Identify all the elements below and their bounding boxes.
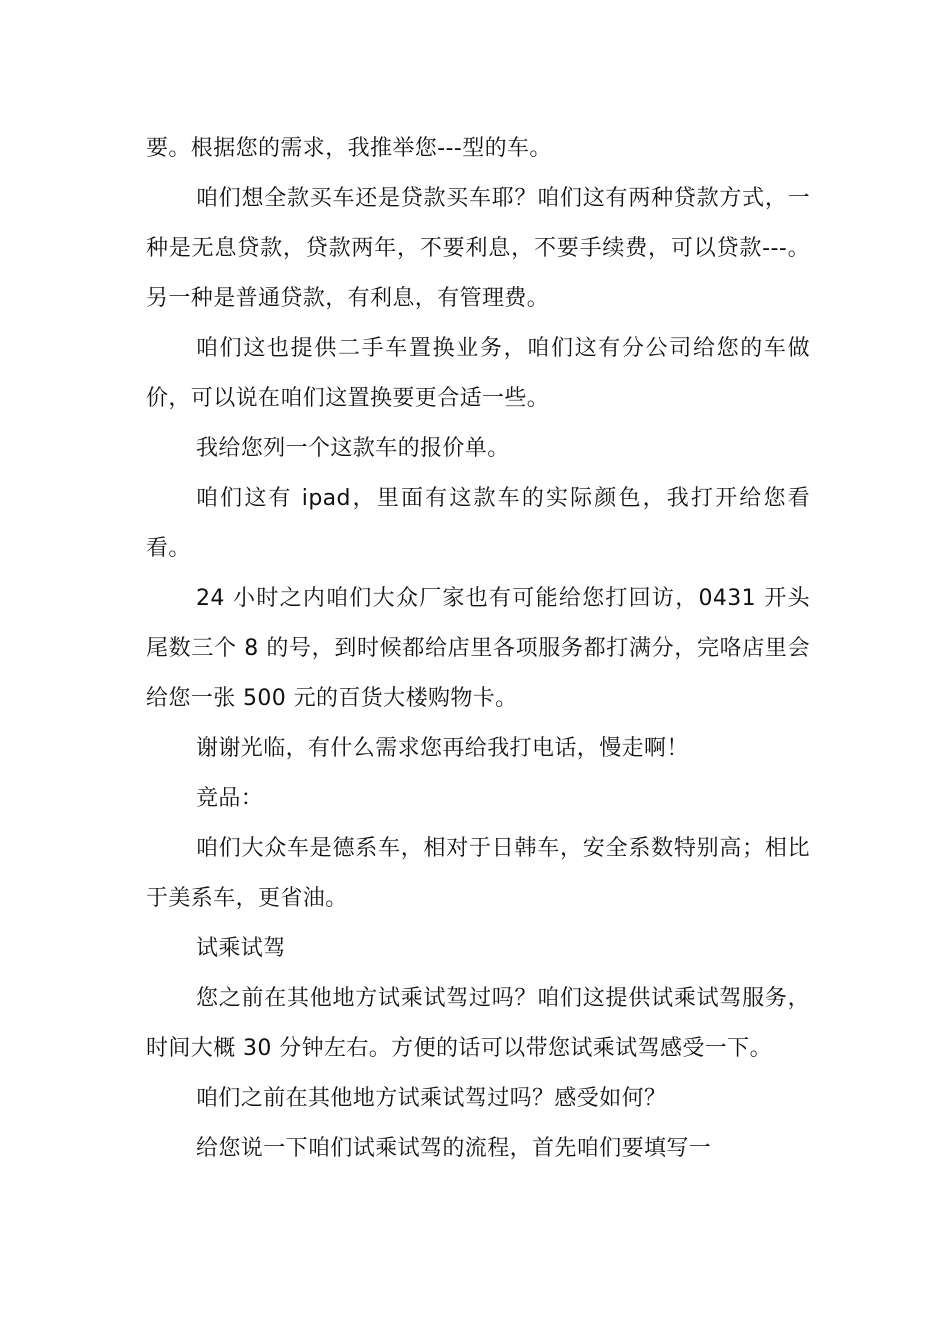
- paragraph: 要。根据您的需求，我推举您---型的车。: [146, 136, 552, 161]
- paragraph: 咱们想全款买车还是贷款买车耶？咱们这有两种贷款方式，一种是无息贷款，贷款两年，不要利息，不要手续费，可以贷款---。另一种是普通贷款，有利息，有管理费。: [146, 186, 810, 311]
- paragraph: 24 小时之内咱们大众厂家也有可能给您打回访，0431 开头尾数三个 8 的号，到时候都给店里各项服务都打满分，完咯店里会给您一张 500 元的百货大楼购物卡。: [146, 586, 810, 711]
- paragraph: 您之前在其他地方试乘试驾过吗？咱们这提供试乘试驾服务，时间大概 30 分钟左右。方便的话可以带您试乘试驾感受一下。: [146, 986, 810, 1061]
- paragraph: 咱们之前在其他地方试乘试驾过吗？感受如何？: [196, 1086, 667, 1111]
- paragraph: 咱们这有 ipad，里面有这款车的实际颜色，我打开给您看看。: [146, 486, 810, 561]
- paragraph: 咱们大众车是德系车，相对于日韩车，安全系数特别高；相比于美系车，更省油。: [146, 836, 810, 911]
- paragraph: 咱们这也提供二手车置换业务，咱们这有分公司给您的车做价，可以说在咱们这置换要更合适一些。: [146, 336, 810, 411]
- paragraph: 给您说一下咱们试乘试驾的流程，首先咱们要填写一: [196, 1136, 712, 1161]
- document-body: [146, 124, 810, 1174]
- paragraph: 谢谢光临，有什么需求您再给我打电话，慢走啊！: [196, 736, 689, 761]
- paragraph: 我给您列一个这款车的报价单。: [196, 436, 510, 461]
- section-label: 试乘试驾: [196, 936, 286, 961]
- section-label: 竞品：: [196, 786, 264, 811]
